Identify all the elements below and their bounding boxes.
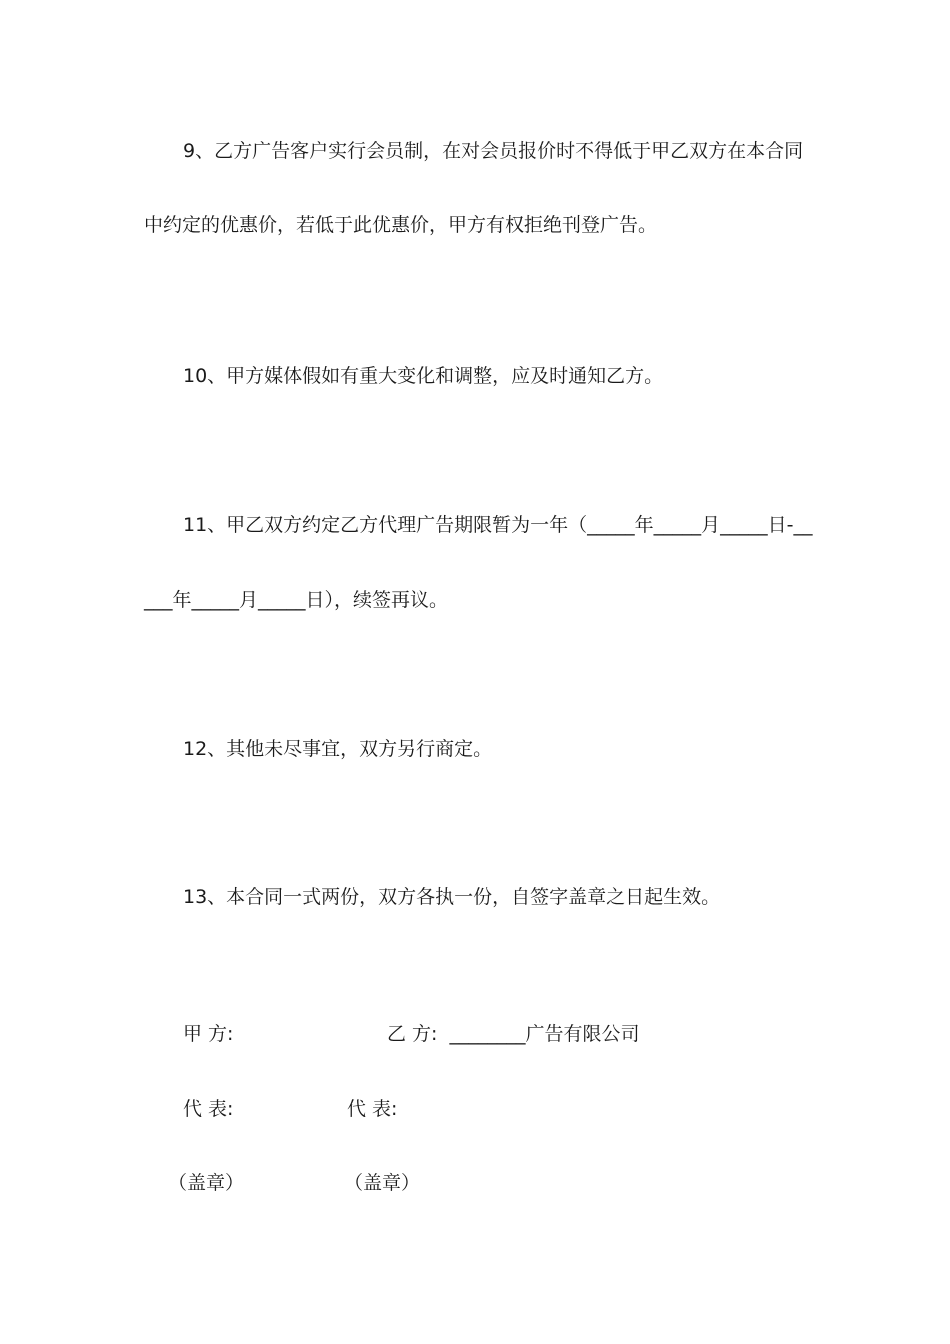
representative-b-label: 代 表: bbox=[347, 1098, 398, 1120]
representative-a-label: 代 表: bbox=[183, 1098, 234, 1120]
clause-11-line-1: 11、甲乙双方约定乙方代理广告期限暂为一年（_____年_____月_____日-__ bbox=[183, 514, 813, 536]
party-a-label: 甲 方: bbox=[183, 1023, 234, 1045]
clause-13-line-1: 13、本合同一式两份，双方各执一份，自签字盖章之日起生效。 bbox=[183, 886, 721, 908]
party-b-label: 乙 方: ________广告有限公司 bbox=[387, 1023, 640, 1045]
seal-a-label: （盖章） bbox=[168, 1172, 245, 1194]
clause-11-line-2: ___年_____月_____日），续签再议。 bbox=[144, 589, 449, 611]
clause-10-line-1: 10、甲方媒体假如有重大变化和调整，应及时通知乙方。 bbox=[183, 365, 664, 387]
clause-12-line-1: 12、其他未尽事宜，双方另行商定。 bbox=[183, 738, 493, 760]
clause-9-line-2: 中约定的优惠价，若低于此优惠价，甲方有权拒绝刊登广告。 bbox=[144, 214, 658, 236]
seal-b-label: （盖章） bbox=[344, 1172, 421, 1194]
clause-9-line-1: 9、乙方广告客户实行会员制，在对会员报价时不得低于甲乙双方在本合同 bbox=[183, 140, 804, 162]
